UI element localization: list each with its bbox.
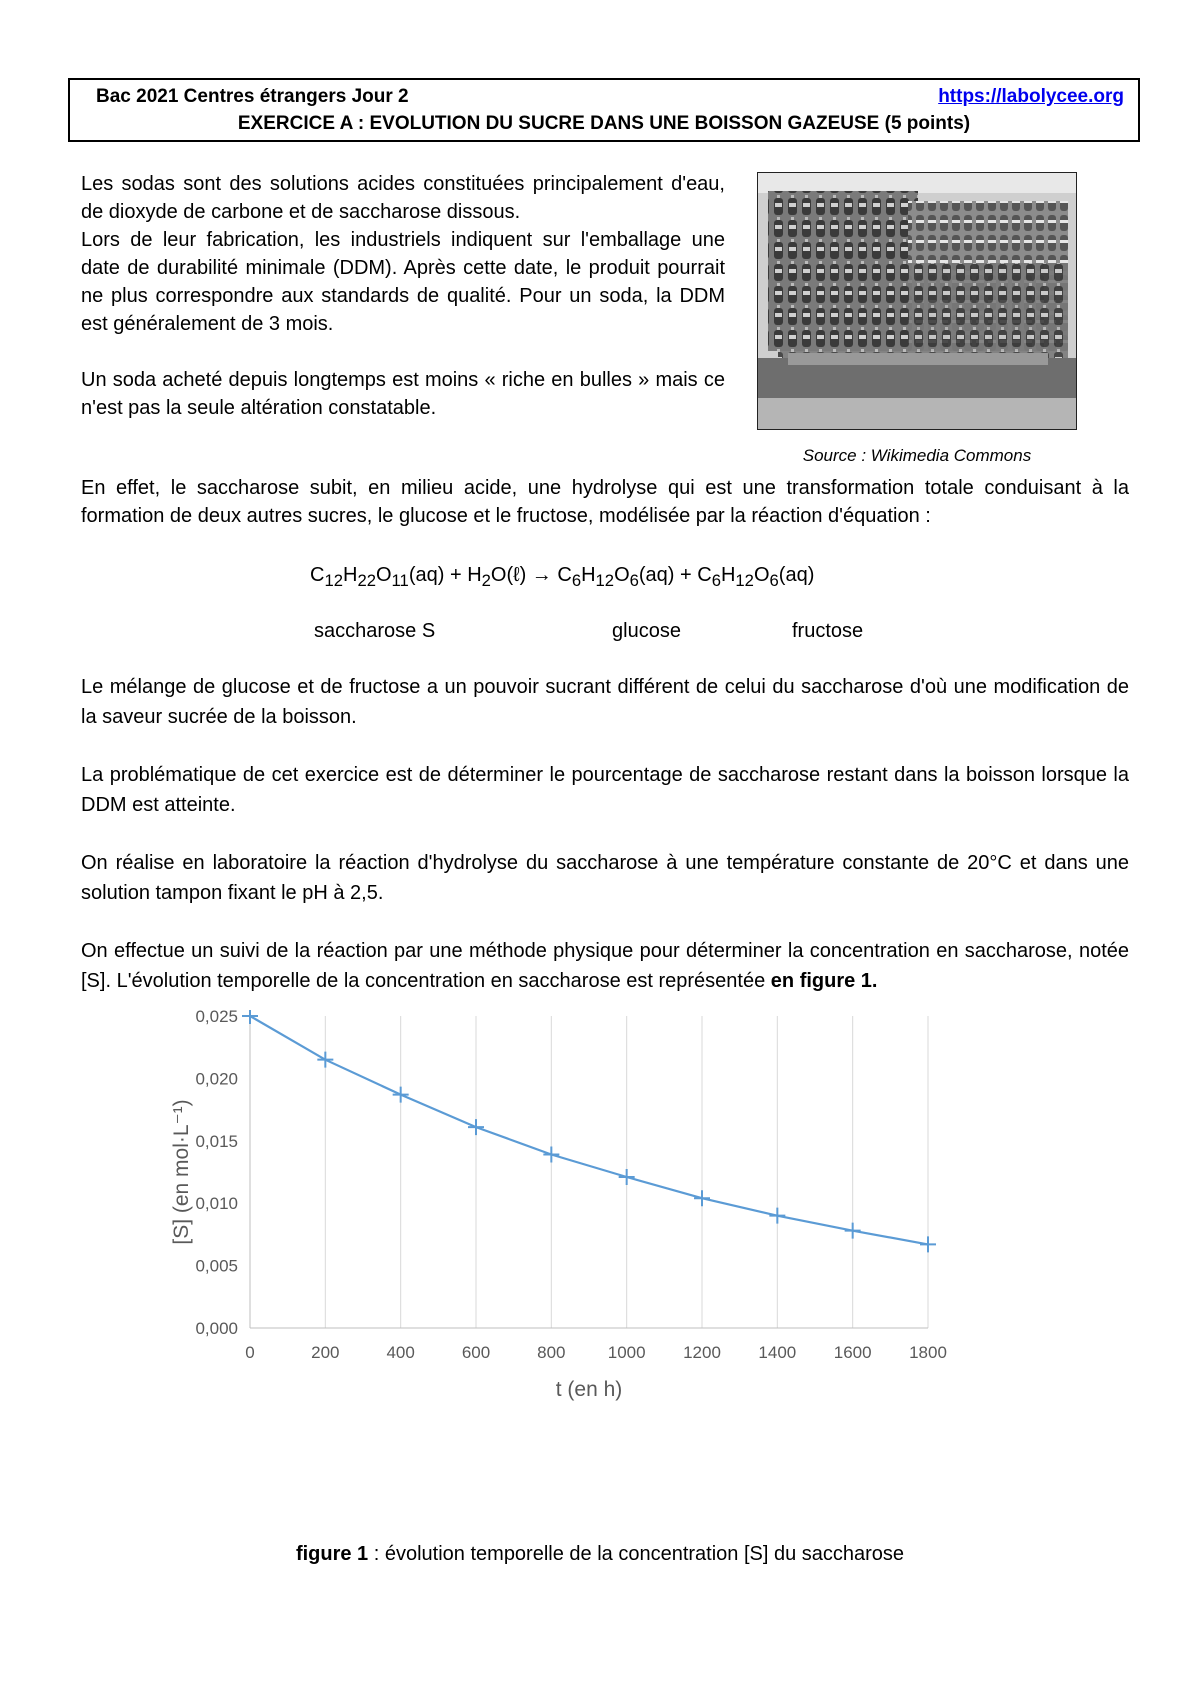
x-tick-label: 800 — [537, 1343, 566, 1362]
y-tick-label: 0,000 — [195, 1319, 238, 1338]
data-point-marker — [242, 1010, 258, 1024]
data-point-marker — [619, 1169, 635, 1185]
y-axis-title: [S] (en mol·L⁻¹) — [170, 1099, 193, 1245]
figure-caption-label: figure 1 — [295, 1543, 369, 1565]
x-tick-label: 1800 — [909, 1343, 947, 1362]
data-point-marker — [393, 1087, 409, 1103]
data-point-marker — [920, 1236, 936, 1252]
paragraph-4: En effet, le saccharose subit, en milieu acide, une hydrolyse qui est une transformation totale conduisant à la formation de deux autres sucres, le glucose et le fructose, modélisée par la réaction d'équation : — [81, 477, 1129, 527]
y-tick-label: 0,005 — [195, 1256, 238, 1276]
series-line — [250, 1016, 928, 1244]
concentration-chart — [150, 1010, 1050, 1550]
x-tick-label: 200 — [311, 1343, 340, 1362]
y-tick-label: 0,025 — [195, 1010, 238, 1026]
paragraph-7: On réalise en laboratoire la réaction d'hydrolyse du saccharose à une température constante de 20°C et dans une solution tampon fixant le pH à 2,5. — [81, 852, 1129, 904]
eq-text: (aq) — [778, 564, 815, 586]
x-tick-label: 1000 — [607, 1343, 646, 1362]
labolycee-link[interactable]: https://labolycee.org — [938, 86, 1124, 107]
eq-text: O — [614, 564, 630, 586]
chart-grid — [250, 1016, 928, 1328]
exam-label: Bac 2021 Centres étrangers Jour 2 — [96, 86, 409, 107]
soda-pallets-photo — [757, 172, 1077, 430]
data-point-marker — [543, 1147, 559, 1163]
hydrolysis-paragraph — [81, 474, 1129, 530]
chart-series — [242, 1010, 936, 1252]
intro-paragraph-2: Lors de leur fabrication, les industriels indiquent sur l'emballage une date de durabilité minimale (DDM). Après cette date, le produit pourrait ne plus correspondre aux standards de qualité. Pour un soda, la DDM est généralement de 3 mois. — [81, 229, 725, 335]
data-point-marker — [769, 1208, 785, 1224]
eq-text: O — [753, 564, 770, 586]
eq-sub: 12 — [324, 571, 343, 590]
reaction-equation — [310, 564, 814, 591]
paragraph-8 — [81, 936, 1129, 996]
y-tick-label: 0,010 — [195, 1194, 238, 1214]
figure-caption-text: : évolution temporelle de la concentration [S] du saccharose — [368, 1543, 905, 1565]
chart-labels — [170, 1010, 947, 1401]
figure-caption — [0, 1543, 1200, 1566]
x-tick-label: 1400 — [758, 1343, 797, 1362]
figure-reference: en figure 1. — [770, 970, 878, 992]
x-tick-label: 400 — [386, 1343, 415, 1362]
intro-paragraph-3: Un soda acheté depuis longtemps est moins « riche en bulles » mais ce n'est pas la seule altération constatable. — [81, 369, 725, 419]
label-saccharose: saccharose S — [314, 620, 436, 642]
eq-sub: 6 — [571, 571, 582, 590]
eq-text: H — [720, 564, 736, 586]
eq-sub: 12 — [595, 571, 615, 590]
eq-text: (aq) + C — [638, 564, 712, 586]
label-fructose: fructose — [792, 620, 864, 642]
intro-paragraph-1: Les sodas sont des solutions acides constituées principalement d'eau, de dioxyde de carbone et de saccharose dissous. — [81, 173, 725, 223]
x-tick-label: 1200 — [683, 1343, 721, 1362]
paragraph-6: La problématique de cet exercice est de déterminer le pourcentage de saccharose restant dans la boisson lorsque la DDM est atteinte. — [81, 764, 1129, 816]
label-glucose: glucose — [612, 620, 681, 642]
eq-text: O — [375, 564, 392, 586]
x-tick-label: 600 — [461, 1343, 491, 1362]
photo-caption: Source : Wikimedia Commons — [802, 446, 1032, 465]
y-tick-label: 0,020 — [195, 1069, 238, 1089]
eq-sub: 6 — [711, 571, 721, 590]
eq-text: C — [310, 564, 325, 586]
eq-sub: 11 — [391, 571, 409, 590]
paragraph-5: Le mélange de glucose et de fructose a un pouvoir sucrant différent de celui du saccharose d'où une modification de la saveur sucrée de la boisson. — [81, 676, 1129, 728]
data-point-marker — [317, 1052, 333, 1068]
x-axis-title: t (en h) — [555, 1378, 623, 1401]
y-tick-label: 0,015 — [195, 1131, 238, 1151]
chart-axes — [250, 1016, 928, 1328]
soda-pallets-image — [758, 173, 1077, 430]
header-box — [68, 78, 1140, 142]
eq-sub: 6 — [769, 571, 779, 590]
eq-sub: 12 — [735, 571, 754, 590]
eq-sub: 6 — [629, 571, 639, 590]
eq-text: O(ℓ) → C — [490, 564, 572, 586]
exercise-title: EXERCICE A : EVOLUTION DU SUCRE DANS UNE BOISSON GAZEUSE (5 points) — [237, 113, 971, 134]
eq-sub: 22 — [357, 571, 376, 590]
x-tick-label: 1600 — [833, 1343, 872, 1362]
eq-text: H — [342, 564, 358, 586]
eq-sub: 2 — [481, 571, 491, 590]
paragraph-8-text: On effectue un suivi de la réaction par une méthode physique pour déterminer la concentration en saccharose, notée [S]. L'évolution temporelle de la concentration en saccharose est représentée — [81, 940, 1129, 992]
intro-text — [81, 170, 725, 422]
data-point-marker — [845, 1223, 861, 1239]
data-point-marker — [468, 1119, 484, 1135]
data-point-marker — [694, 1190, 710, 1206]
chart-svg — [150, 1010, 1050, 1550]
eq-text: H — [581, 564, 596, 586]
x-tick-label: 0 — [245, 1343, 255, 1362]
eq-text: (aq) + H — [408, 564, 482, 586]
